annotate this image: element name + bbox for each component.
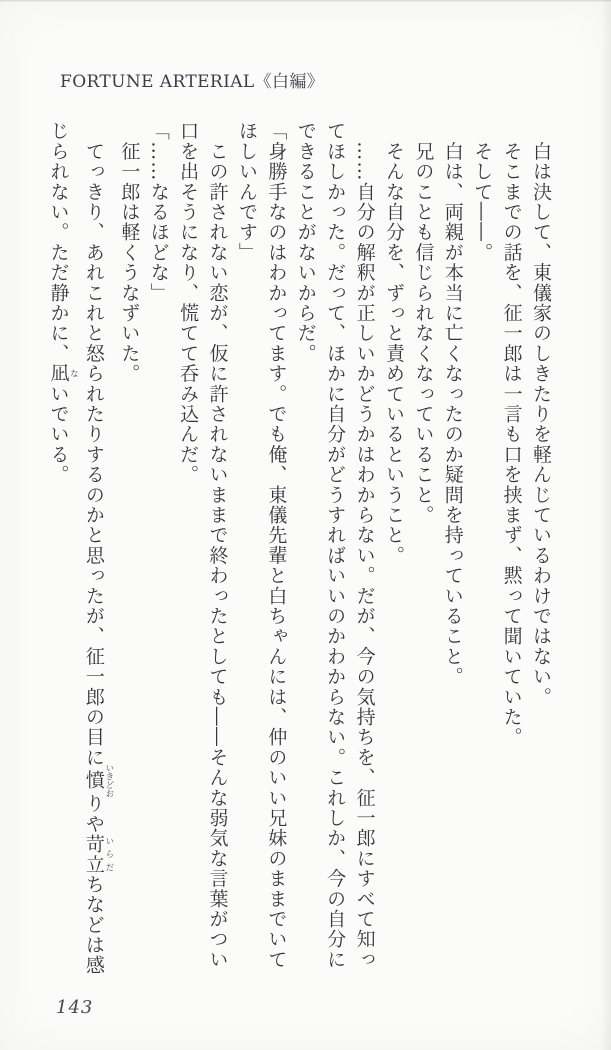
text-column: この許されない恋が、仮に許されないままで終わったとしても――そんな弱気な言葉がつい	[206, 121, 229, 970]
text-column: 白は、両親が本当に亡くなったのか疑問を持っていること。	[441, 121, 464, 687]
text-column: てっきり、あれこれと怒られたりするのかと思ったが、征一郎の目に憤 いきどおりや苛立 いらだちなどは感	[82, 121, 114, 976]
text-column: そんな自分を、ずっと責めているということ。	[382, 121, 405, 566]
page-number: 143	[56, 997, 94, 1018]
text-column: ……自分の解釈が正しいかどうかはわからない。だが、今の気持ちを、征一郎にすべて知っ	[353, 121, 376, 970]
text-column: 征一郎は軽くうなずいた。	[118, 121, 141, 384]
text-column: ほしいんです」	[235, 121, 258, 263]
text-column: 白は決して、東儀家のしきたりを軽んじているわけではない。	[530, 121, 552, 707]
text-column: てほしかった。だって、ほかに自分がどうすればいいのかわからない。これしか、今の自分に	[324, 121, 347, 970]
text-column: 口を出そうになり、慌てて呑み込んだ。	[177, 121, 200, 485]
text-column: 「身勝手なのはわかってます。でも俺、東儀先輩と白ちゃんには、仲のいい兄妹のままでいて	[265, 121, 288, 970]
furigana-ruby: 苛立 いらだ	[82, 833, 114, 875]
text-column: そして――。	[471, 121, 494, 263]
book-title-header: FORTUNE ARTERIAL《白編》	[60, 72, 325, 92]
furigana-ruby: 凪 な	[47, 363, 79, 384]
furigana-ruby: 憤 いきどお	[82, 763, 114, 798]
text-column: じられない。ただ静かに、凪 ないでいる。	[47, 121, 79, 485]
text-column: 「……なるほどな」	[147, 121, 170, 303]
text-column: そこまでの話を、征一郎は一言も口を挟まず、黙って聞いていた。	[500, 121, 523, 748]
text-column: 兄のことも信じられなくなっていること。	[412, 121, 435, 525]
text-column: できることがないからだ。	[294, 121, 317, 364]
page-text	[43, 121, 555, 1011]
